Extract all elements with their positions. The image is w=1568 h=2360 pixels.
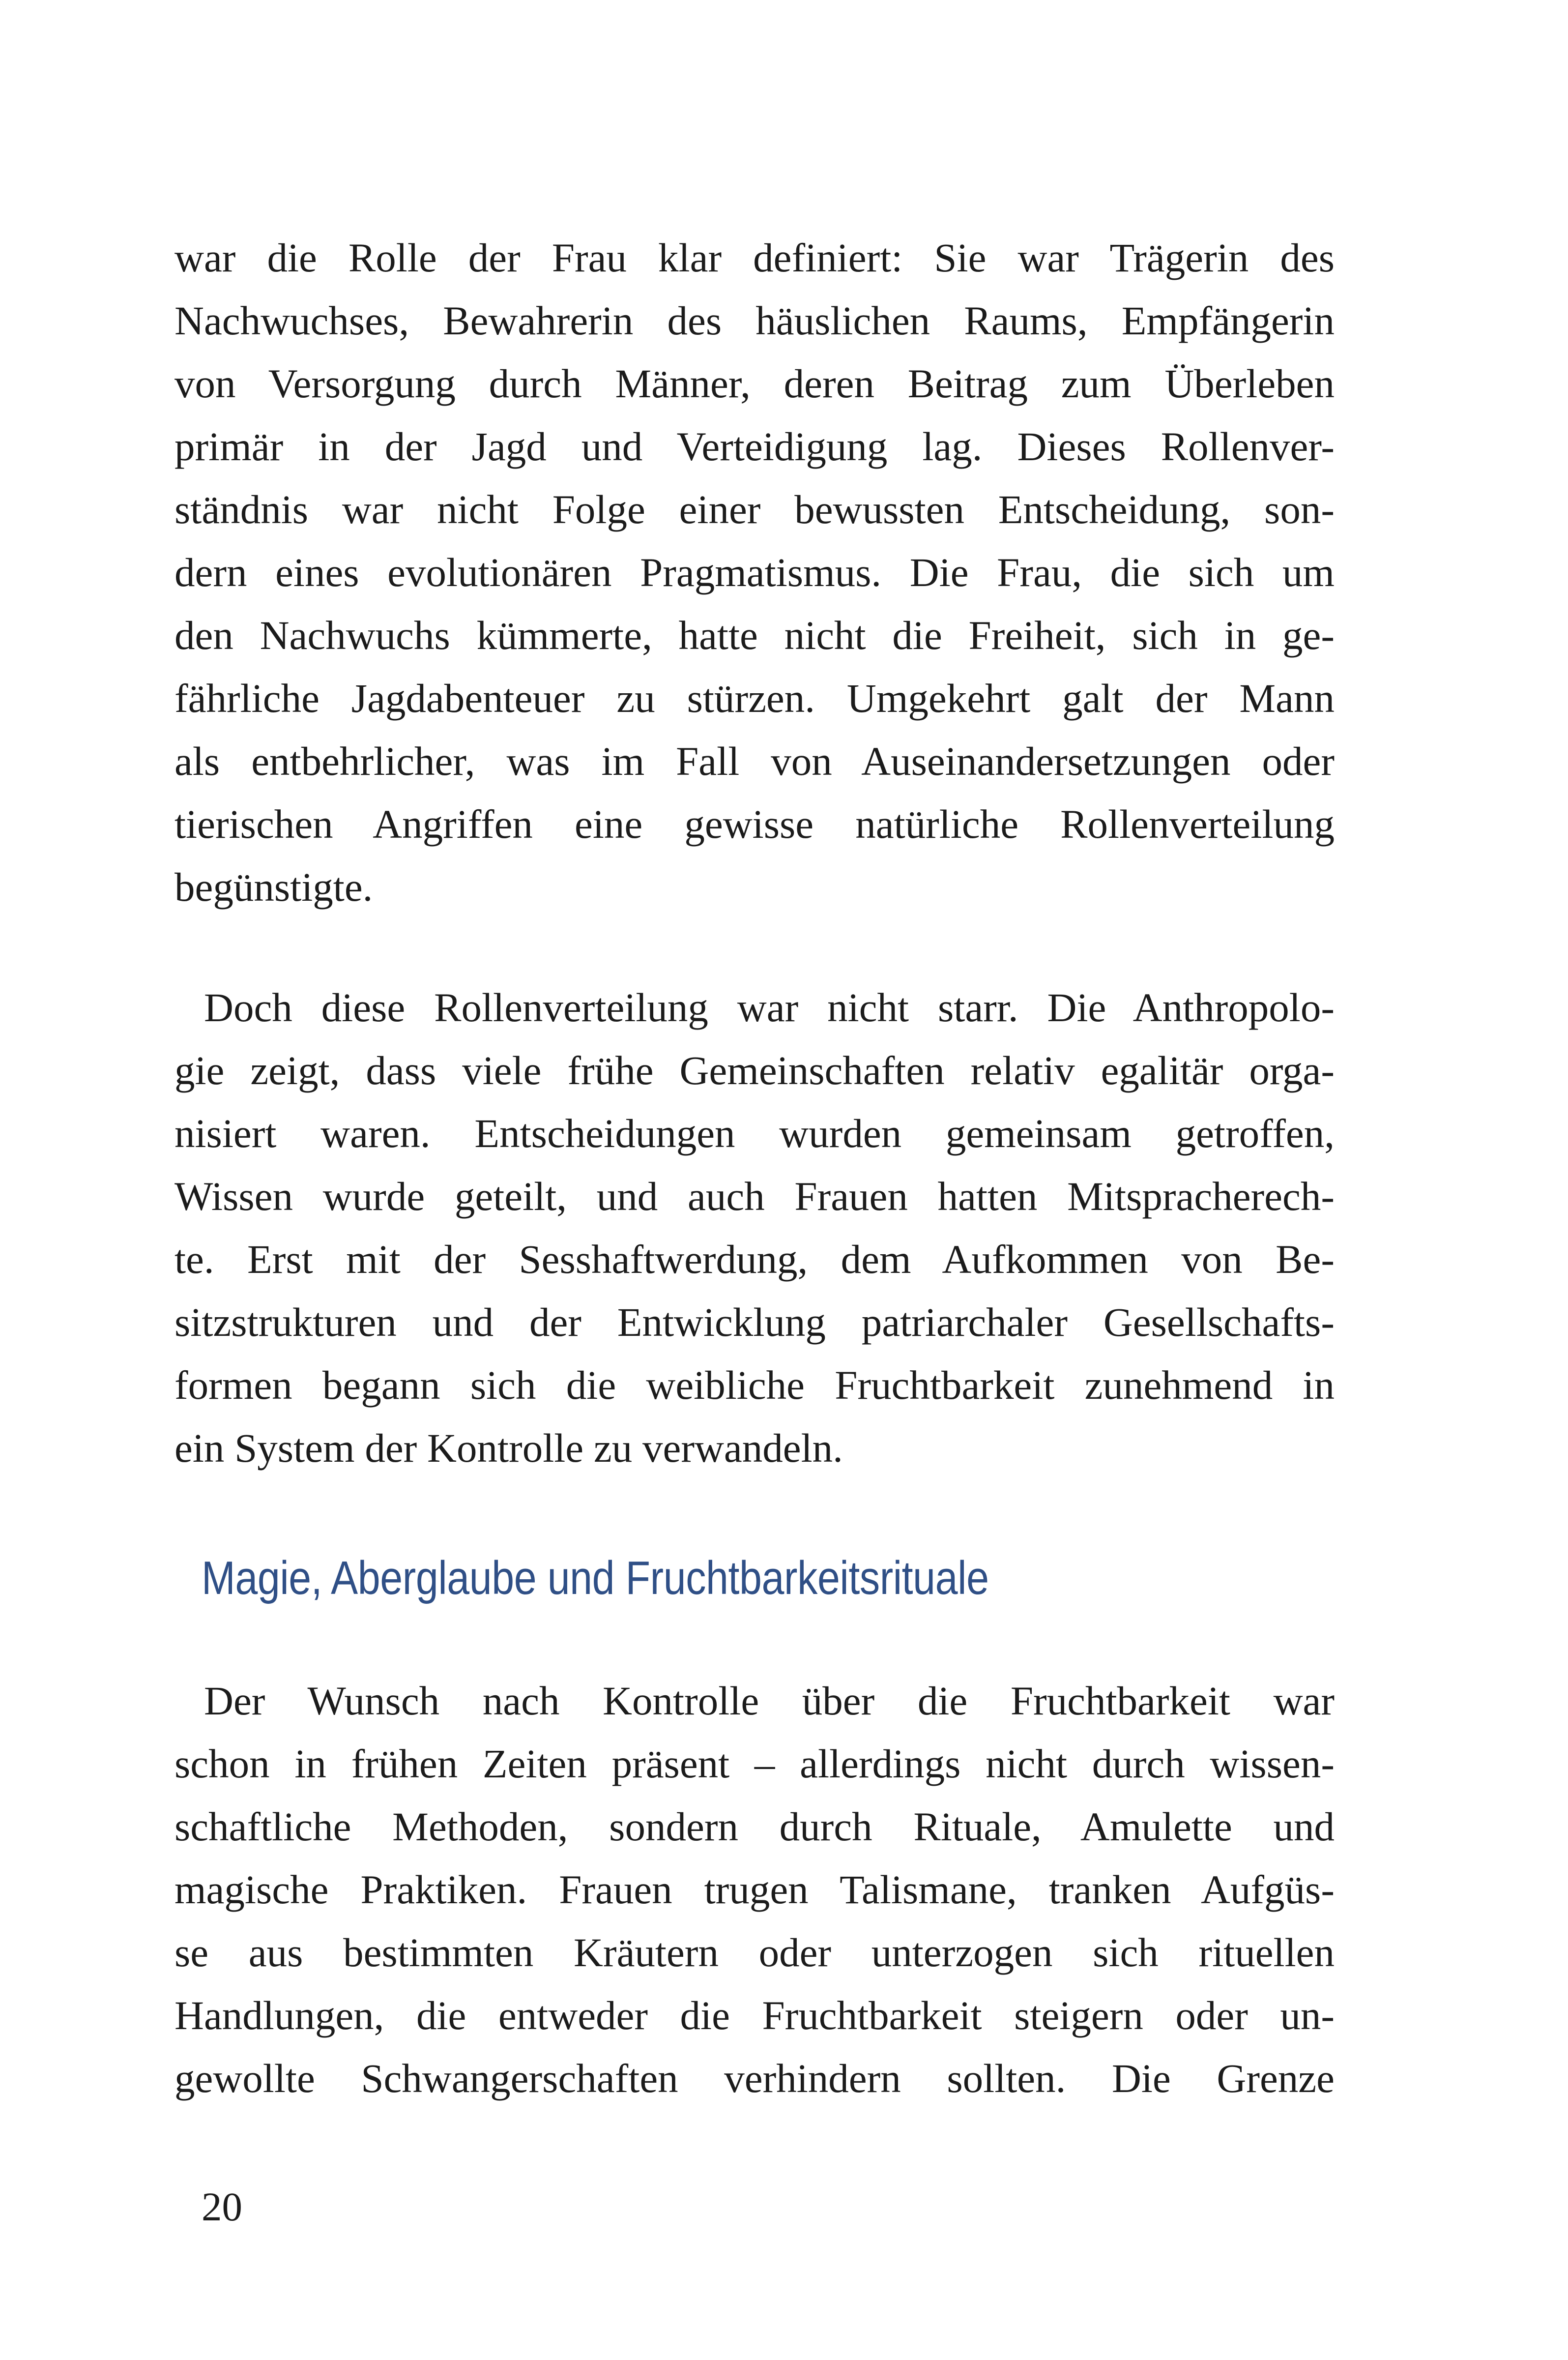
text-line: magische Praktiken. Frauen trugen Talismane, tranken Aufgüs- (174, 1867, 1335, 1912)
text-line: nisiert waren. Entscheidungen wurden gemeinsam getroffen, (174, 1111, 1335, 1156)
text-line: von Versorgung durch Männer, deren Beitrag zum Überleben (174, 361, 1335, 406)
page-number: 20 (202, 2184, 242, 2229)
text-line: primär in der Jagd und Verteidigung lag. Dieses Rollenver- (174, 424, 1335, 469)
text-line: begünstigte. (174, 864, 373, 910)
text-line: Nachwuchses, Bewahrerin des häuslichen Raums, Empfängerin (174, 298, 1335, 343)
section-heading: Magie, Aberglaube und Fruchtbarkeitsrituale (202, 1552, 989, 1604)
text-line: als entbehrlicher, was im Fall von Auseinandersetzungen oder (174, 738, 1335, 784)
text-line: Handlungen, die entweder die Fruchtbarkeit steigern oder un- (174, 1993, 1335, 2038)
text-line: Wissen wurde geteilt, und auch Frauen hatten Mitspracherech- (174, 1174, 1335, 1219)
text-line: formen begann sich die weibliche Fruchtbarkeit zunehmend in (174, 1362, 1335, 1408)
text-line: Doch diese Rollenverteilung war nicht starr. Die Anthropolo- (204, 985, 1335, 1030)
text-line: gie zeigt, dass viele frühe Gemeinschaften relativ egalitär orga- (174, 1048, 1335, 1093)
text-line: den Nachwuchs kümmerte, hatte nicht die Freiheit, sich in ge- (174, 613, 1335, 658)
paragraph-3 (174, 1669, 1335, 2110)
text-line: schon in frühen Zeiten präsent – allerdings nicht durch wissen- (174, 1741, 1335, 1786)
text-line: sitzstrukturen und der Entwicklung patriarchaler Gesellschafts- (174, 1299, 1335, 1345)
paragraph-2 (174, 976, 1335, 1479)
text-line: tierischen Angriffen eine gewisse natürliche Rollenverteilung (174, 801, 1335, 847)
text-line: ein System der Kontrolle zu verwandeln. (174, 1425, 843, 1471)
text-line: war die Rolle der Frau klar definiert: Sie war Trägerin des (174, 235, 1335, 280)
text-line: dern eines evolutionären Pragmatismus. Die Frau, die sich um (174, 550, 1335, 595)
text-line: se aus bestimmten Kräutern oder unterzogen sich rituellen (174, 1930, 1335, 1975)
text-line: ständnis war nicht Folge einer bewussten Entscheidung, son- (174, 487, 1335, 532)
text-line: fährliche Jagdabenteuer zu stürzen. Umgekehrt galt der Mann (174, 676, 1335, 721)
paragraph-1 (174, 226, 1335, 918)
text-line: Der Wunsch nach Kontrolle über die Fruchtbarkeit war (204, 1678, 1335, 1723)
text-line: gewollte Schwangerschaften verhindern sollten. Die Grenze (174, 2056, 1335, 2101)
text-line: schaftliche Methoden, sondern durch Rituale, Amulette und (174, 1804, 1335, 1849)
text-line: te. Erst mit der Sesshaftwerdung, dem Aufkommen von Be- (174, 1237, 1335, 1282)
